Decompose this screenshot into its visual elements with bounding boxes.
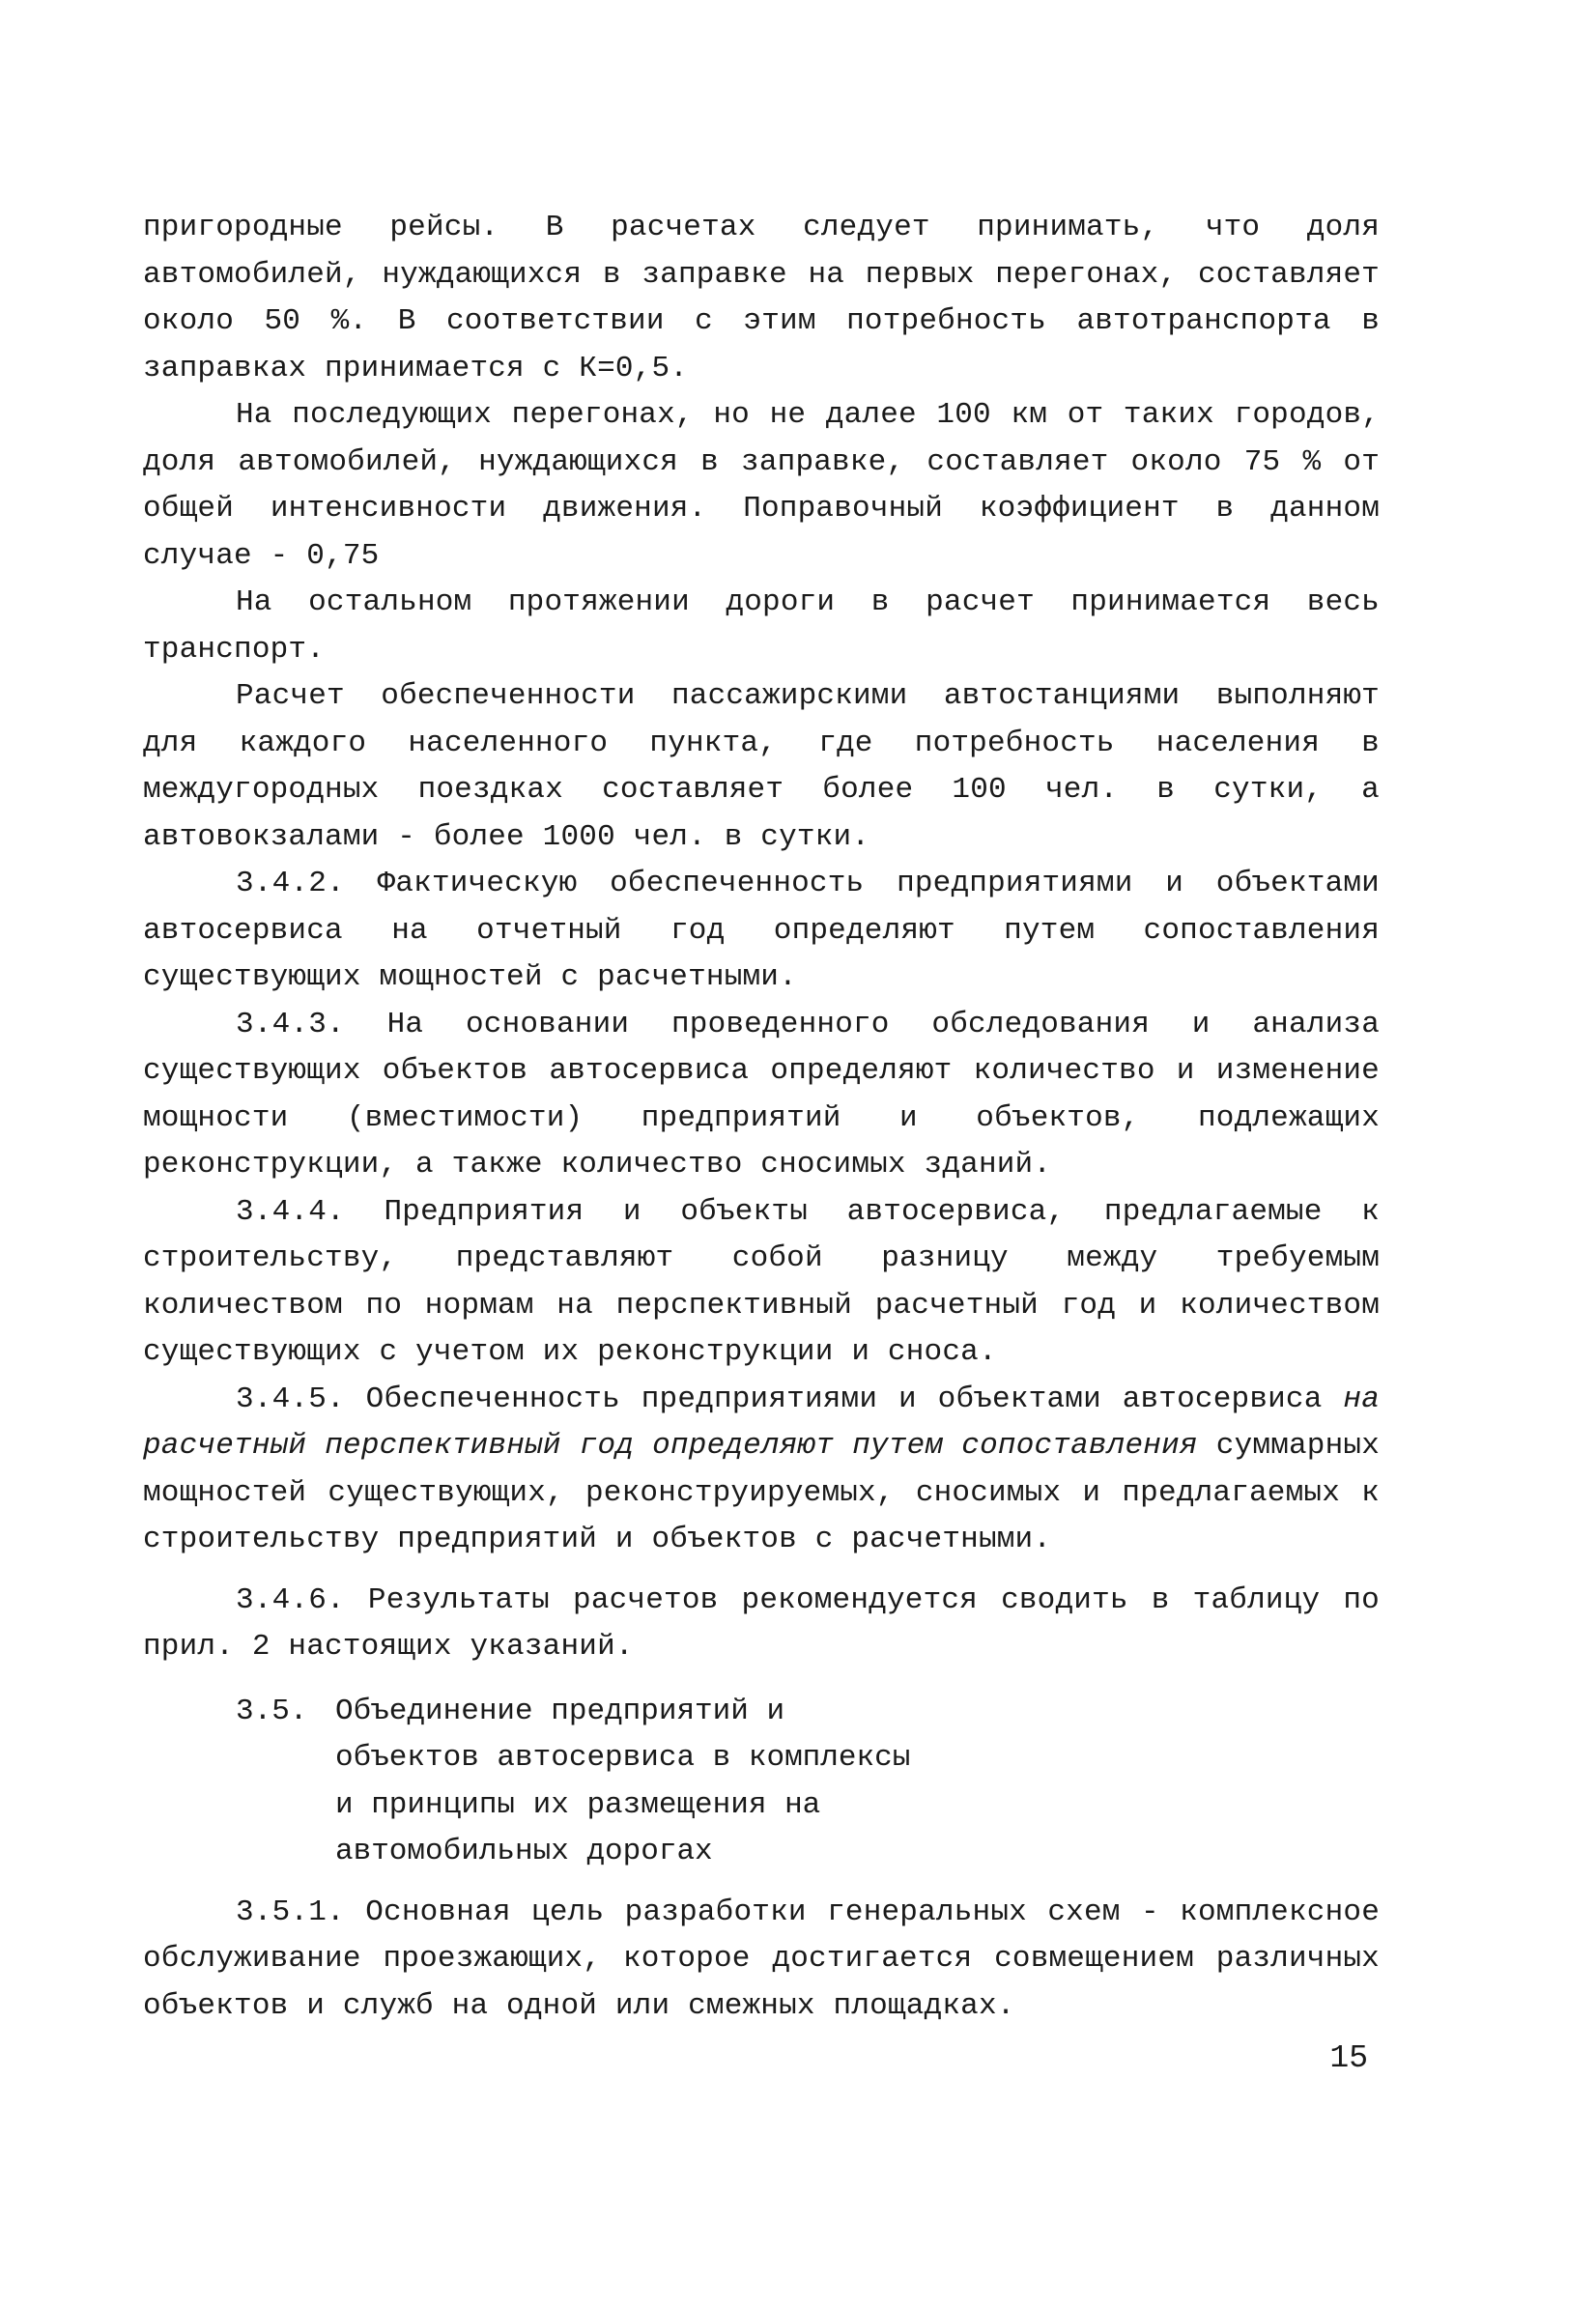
paragraph-3-4-2: 3.4.2. Фактическую обеспеченность предприятиями и объектами автосервиса на отчетный год определяют путем сопоставления существующих мощностей с расчетными. (143, 867, 1380, 994)
paragraph-subsequent-segments: На последующих перегонах, но не далее 100 км от таких городов, доля автомобилей, нуждающихся в заправке, составляет около 75 % от общей интенсивности движения. Поправочный коэффициент в данном случае - 0,75 (143, 398, 1380, 573)
section-heading-3-5 (143, 1689, 1380, 1876)
section-title: Объединение предприятий и объектов автосервиса в комплексы и принципы их размещения на автомобильных дорогах (335, 1694, 911, 1868)
document-page (143, 205, 1380, 2030)
paragraph-bus-stations: Расчет обеспеченности пассажирскими автостанциями выполняют для каждого населенного пункта, где потребность населения в междугородных поездках составляет более 100 чел. в сутки, а автовокзалами - более 1000 чел. в сутки. (143, 679, 1380, 854)
paragraph-remaining-road: На остальном протяжении дороги в расчет принимается весь транспорт. (143, 585, 1380, 667)
paragraph-fuel-stations-first-segments: пригородные рейсы. В расчетах следует принимать, что доля автомобилей, нуждающихся в заправке на первых перегонах, составляет около 50 %. В соответствии с этим потребность автотранспорта в заправках принимается с К=0,5. (143, 211, 1380, 385)
paragraph-3-5-1: 3.5.1. Основная цель разработки генеральных схем - комплексное обслуживание проезжающих, которое достигается совмещением различных объектов и служб на одной или смежных площадках. (143, 1895, 1380, 2023)
paragraph-3-4-5-end: суммарных мощностей существующих, реконструируемых, сносимых и предлагаемых к строительству предприятий и объектов с расчетными. (143, 1429, 1381, 1556)
paragraph-3-4-5-italic: на расчетный перспективный год определяют путем сопоставления (143, 1382, 1380, 1463)
paragraph-3-4-5 (143, 1377, 1380, 1564)
paragraph-3-4-3: 3.4.3. На основании проведенного обследования и анализа существующих объектов автосервиса определяют количество и изменение мощности (вместимости) предприятий и объектов, подлежащих реконструкции, а также количество сносимых зданий. (143, 1007, 1380, 1182)
paragraph-3-4-4: 3.4.4. Предприятия и объекты автосервиса, предлагаемые к строительству, представляют собой разницу между требуемым количеством по нормам на перспективный расчетный год и количеством существующих с учетом их реконструкции и сноса. (143, 1194, 1380, 1369)
section-number: 3.5. (236, 1694, 308, 1728)
paragraph-3-4-5-start: 3.4.5. Обеспеченность предприятиями и объектами автосервиса (236, 1382, 1323, 1416)
paragraph-3-4-6: 3.4.6. Результаты расчетов рекомендуется сводить в таблицу по прил. 2 настоящих указаний. (143, 1582, 1380, 1664)
page-number: 15 (1329, 2040, 1368, 2076)
